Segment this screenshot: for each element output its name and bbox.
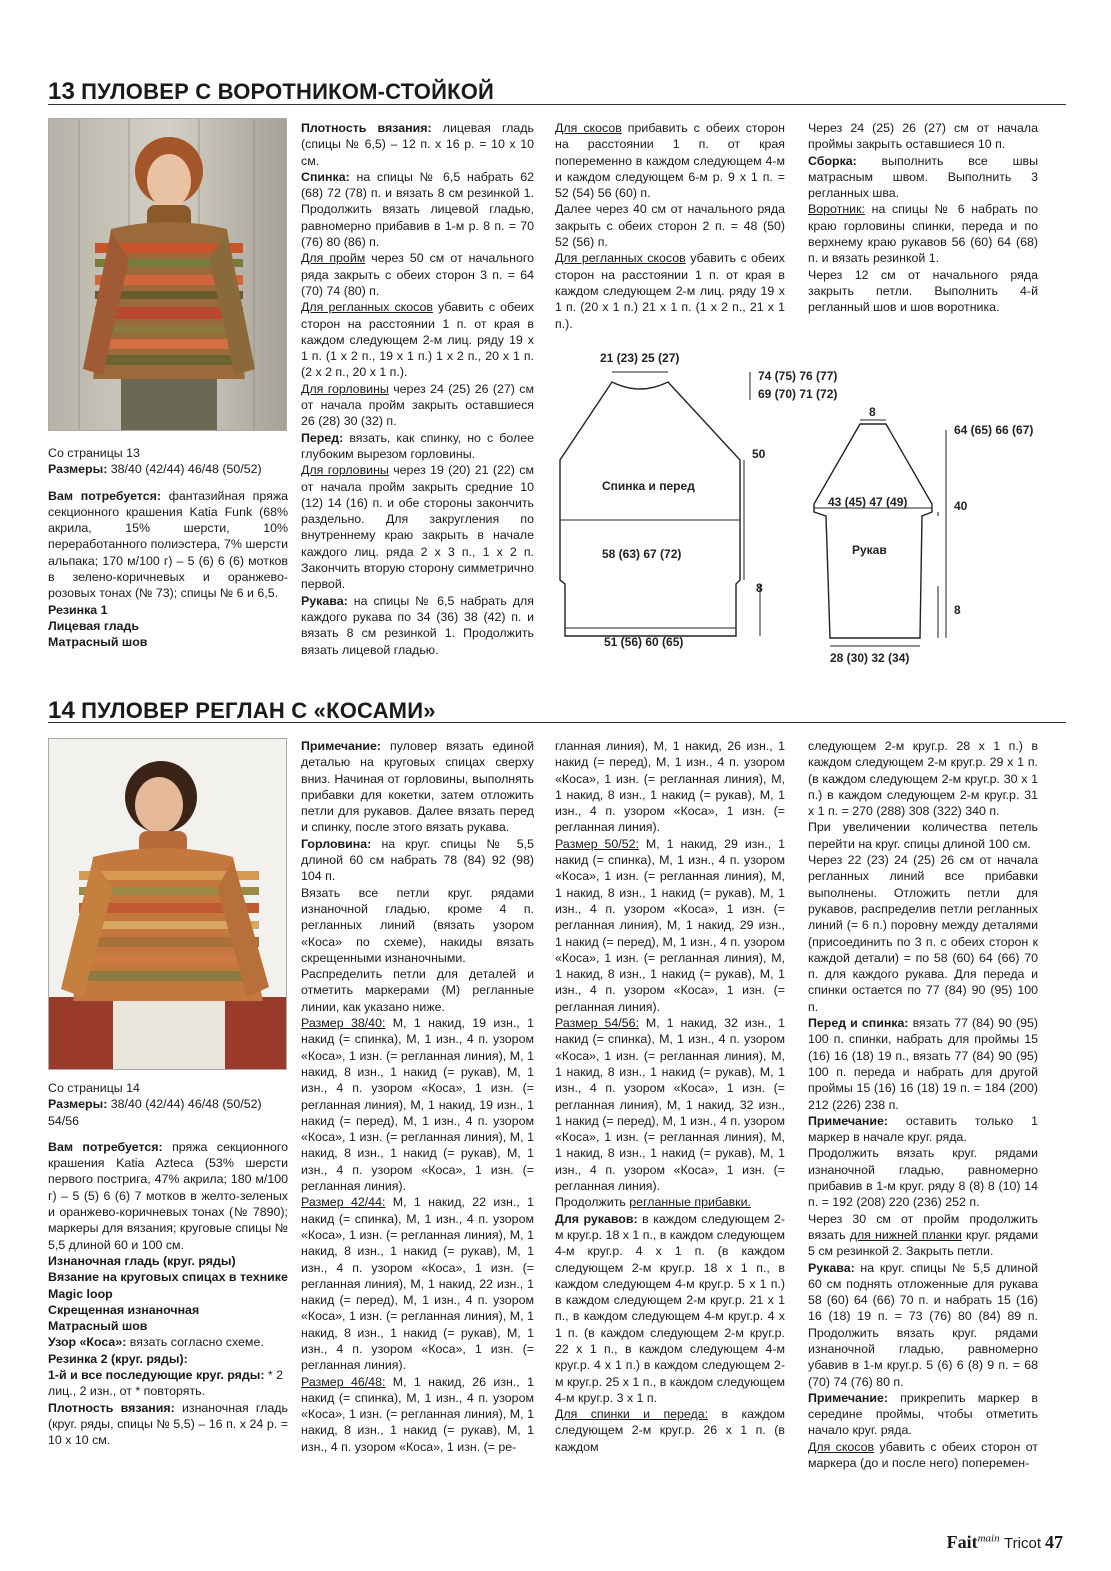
body-label: Спинка и перед (602, 479, 695, 493)
section-13-col3 (555, 120, 785, 332)
size-38-40: Размер 38/40: М, 1 накид, 19 изн., 1 накид (= спинка), М, 1 изн., 4 п. узором «Коса», 1 изн. (= регланная линия), М, 1 накид, 8 изн., 1 накид (= рукав), М, 1 изн., 4 п. узором «Коса», 1 изн. (= регланная линия), М, 1 накид, 19 изн., 1 накид (= перед), М, 1 изн., 4 п. узором «Коса», 1 изн. (= регланная линия), М, 1 накид, 8 изн., 1 накид (= рукав), М, 1 изн., 4 п. узором «Коса», 1 изн. (= регланная линия). (301, 1016, 534, 1194)
front-neckline: Для горловины через 19 (20) 21 (22) см от начала пройм закрыть средние 10 (12) 14 (16) п. и обе стороны закончить раздельно. Для закругления по внутреннему краю закрыть в начале каждого лиц. ряда 2 х 3 п., 1 х 2 п. Закончить вторую сторону симметрично первой. (301, 463, 534, 592)
dim-sleeve-top: 8 (869, 405, 876, 419)
rib-2: Резинка 2 (круг. ряды): (48, 1351, 188, 1366)
section-14-col2 (301, 738, 534, 1455)
section-14-col3 (555, 738, 785, 1455)
assembly: Сборка: выполнить все швы матрасным швом. Выполнить 3 регланных шва. (808, 153, 1038, 201)
density: Плотность вязания: лицевая гладь (спицы № 6,5) – 12 п. х 16 р. = 10 х 10 см. (301, 121, 534, 168)
section-heading: ПУЛОВЕР РЕГЛАН С «КОСАМИ» (81, 698, 436, 723)
bottom-band: Через 30 см от пройм продолжить вязать для нижней планки круг. рядами 5 см резинкой 2. Закрыть петли. (808, 1211, 1038, 1259)
collar-finish: Через 12 см от начального ряда закрыть петли. Выполнить 4-й регланный шов и шов воротника. (808, 267, 1038, 315)
technique-1: Резинка 1 (48, 602, 108, 617)
bevels: Для скосов прибавить с обеих сторон на расстоянии 1 п. от края попеременно в каждом следующем 4-м и каждом следующем 6-м р. 9 х 1 п. = 52 (54) 56 (60) п. (555, 121, 785, 201)
section-13-materials (48, 445, 288, 651)
sleeve-end: Через 24 (25) 26 (27) см от начала проймы закрыть оставшиеся 10 п. (808, 121, 1038, 152)
technique-4: Матрасный шов (48, 1319, 148, 1334)
braid-pattern: Узор «Коса»: вязать согласно схеме. (48, 1335, 264, 1350)
front-back: Перед и спинка: вязать 77 (84) 90 (95) 100 п. спинки, набрать для проймы 15 (16) 16 (18) 19 п., вязать 77 (84) 90 (95) 100 п. переда и набрать для другой проймы 15 (16) 16 (18) 19 п. = 184 (200) 212 (226) 238 п. (808, 1016, 1038, 1112)
section-heading: ПУЛОВЕР С ВОРОТНИКОМ-СТОЙКОЙ (81, 79, 495, 104)
dim-neck-width: 21 (23) 25 (27) (600, 351, 680, 365)
source-page: Со страницы 13 (48, 446, 140, 460)
size-46-48-cont: гланная линия), М, 1 накид, 26 изн., 1 накид (= перед), М, 1 изн., 4 п. узором «Коса», 1 изн. (= регланная линия), М, 1 накид, 8 изн., 1 накид (= рукав), М, 1 изн., 4 п. узором «Коса», 1 изн. (= регланная линия). (555, 739, 785, 835)
collar: Воротник: на спицы № 6 набрать по краю горловины спинки, переда и по верхнему краю рукавов 56 (60) 64 (68) п. и вязать резинкой 1. (808, 202, 1038, 266)
body-outline (560, 382, 740, 636)
armholes: Для пройм через 50 см от начального ряда закрыть с обеих сторон 3 п. = 64 (70) 74 (80) п. (301, 251, 534, 298)
technique-3: Скрещенная изнаночная (48, 1302, 200, 1317)
dim-body-width: 58 (63) 67 (72) (602, 547, 682, 561)
body-increases-cont: следующем 2-м круг.р. 28 х 1 п.) в каждом следующем 2-м круг.р. 29 х 1 п. (в каждом следующем 2-м круг.р. 30 х 1 п.) в каждом следующем 2-м круг.р. 31 х 1 п. = 270 (288) 308 (322) 340 п. (808, 739, 1038, 819)
source-page: Со страницы 14 (48, 1081, 140, 1095)
dim-height-1: 74 (75) 76 (77) (758, 369, 838, 383)
materials: Вам потребуется: пряжа секционного крашения Katia Azteca (53% шерсти первого пострига, 47% акрила; 180 м/100 г) – 5 (5) 6 (6) 7 мотков в желто-зеленых и оранжево-коричневых тонах (№ 7890); маркеры для вязания; круговые спицы № 5,5 длиной 60 и 100 см. (48, 1139, 289, 1252)
technique-3: Матрасный шов (48, 635, 148, 650)
sizes: Размеры: 38/40 (42/44) 46/48 (50/52) (48, 462, 262, 477)
raglan: Для регланных скосов убавить с обеих сторон на расстоянии 1 п. от края в каждом следующем 2-м лиц. ряду 19 х 1 п. (1 х 2 п., 19 х 1 п.) 1 х 2 п., 20 х 1 п. (2 х 2 п., 20 х 1 п.). (301, 300, 535, 380)
sleeve-bevels: Для скосов убавить с обеих сторон от маркера (до и после него) поперемен- (808, 1439, 1038, 1471)
technique-1: Изнаночная гладь (круг. ряды) (48, 1253, 236, 1268)
front: Перед: вязать, как спинку, но с более глубоким вырезом горловины. (301, 430, 534, 461)
neckline: Горловина: на круг. спицы № 5,5 длиной 60 см набрать 78 (84) 92 (98) 104 п. (301, 836, 534, 884)
section-13-col4 (808, 120, 1038, 316)
rib-rows: 1-й и все последующие круг. ряды: * 2 лиц., 2 изн., от * повторять. (48, 1368, 284, 1399)
sleeve-increases: Для рукавов: в каждом следующем 2-м круг.р. 18 х 1 п., в каждом следующем 4-м круг.р. 4 х 1 п. (в каждом следующем 2-м круг.р. 18 х 1 п., в каждом следующем 4-м круг.р. 5 х 1 п.) в каждом следующем 2-м круг.р. 21 х 1 п., в каждом следующем 4-м круг.р. 4 х 1 п. (в каждом следующем 2-м круг.р. 22 х 1 п., в каждом следующем 4-м круг.р. 4 х 1 п.) в каждом следующем 2-м круг.р. 25 х 1 п., в каждом следующем 4-м круг.р. 3 х 1 п. (555, 1211, 786, 1405)
pullover-13-photo (48, 118, 287, 431)
size-46-48: Размер 46/48: М, 1 накид, 26 изн., 1 накид (= спинка), М, 1 изн., 4 п. узором «Коса», 1 изн. (= регланная линия), М, 1 накид, 8 изн., 1 накид (= рукав), М, 1 изн., 4 п. узором «Коса», 1 изн. (= ре- (301, 1374, 534, 1454)
continue-rows: Продолжить вязать круг. рядами изнаночной гладью, равномерно прибавив в 1-м круг. ряду 8 (8) 8 (10) 14 п. = 192 (208) 220 (236) 252 п. (808, 1146, 1038, 1210)
photo-illustration (49, 119, 286, 430)
distribute: Распределить петли для деталей и отметить маркерами (М) регланные линии, как указано ниже. (301, 967, 534, 1014)
back: Спинка: на спицы № 6,5 набрать 62 (68) 72 (78) п. и вязать 8 см резинкой 1. Продолжить вязать лицевой гладью, равномерно прибавив в 1-м р. 8 п. = 70 (76) 80 (86) п. (301, 169, 534, 250)
continue-raglan: Продолжить регланные прибавки. (555, 1195, 751, 1210)
magazine-logo-main: main (977, 1532, 1000, 1545)
size-54-56: Размер 54/56: М, 1 накид, 32 изн., 1 накид (= спинка), М, 1 изн., 4 п. узором «Коса», 1 изн. (= регланная линия), М, 1 накид, 8 изн., 1 накид (= рукав), М, 1 изн., 4 п. узором «Коса», 1 изн. (= регланная линия), М, 1 накид, 32 изн., 1 накид (= перед), М, 1 изн., 4 п. узором «Коса», 1 изн. (= регланная линия), М, 1 накид, 8 изн., 1 накид (= рукав), М, 1 изн., 4 п. узором «Коса», 1 изн. (= регланная линия). (555, 1016, 786, 1194)
magazine-logo-fait: Fait (946, 1532, 978, 1552)
section-number: 14 (48, 697, 76, 724)
dim-sleeve-8: 8 (954, 603, 961, 617)
switch-needles: При увеличении количества петель перейти на круг. спицы длиной 100 см. (808, 820, 1038, 851)
body-increases: Для спинки и переда: в каждом следующем 2-м круг.р. 26 х 1 п. (в каждом (555, 1407, 786, 1454)
size-50-52: Размер 50/52: М, 1 накид, 29 изн., 1 накид (= спинка), М, 1 изн., 4 п. узором «Коса», 1 изн. (= регланная линия), М, 1 накид, 8 изн., 1 накид (= рукав), М, 1 изн., 4 п. узором «Коса», 1 изн. (= регланная линия), М, 1 накид, 29 изн., 1 накид (= перед), М, 1 изн., 4 п. узором «Коса», 1 изн. (= регланная линия), М, 1 накид, 8 изн., 1 накид (= рукав), М, 1 изн., 4 п. узором «Коса», 1 изн. (= регланная линия). (555, 836, 786, 1014)
section-13-col2 (301, 120, 534, 658)
note-marker: Примечание: оставить только 1 маркер в начале круг. ряда. (808, 1113, 1038, 1145)
pattern-schematic (540, 340, 1080, 670)
dim-sleeve-width: 43 (45) 47 (49) (828, 495, 908, 509)
size-42-44: Размер 42/44: М, 1 накид, 22 изн., 1 накид (= спинка), М, 1 изн., 4 п. узором «Коса», 1 изн. (= регланная линия), М, 1 накид, 8 изн., 1 накид (= рукав), М, 1 изн., 4 п. узором «Коса», 1 изн. (= регланная линия), М, 1 накид, 22 изн., 1 накид (= перед), М, 1 изн., 4 п. узором «Коса», 1 изн. (= регланная линия), М, 1 накид, 8 изн., 1 накид (= рукав), М, 1 изн., 4 п. узором «Коса», 1 изн. (= регланная линия). (301, 1195, 534, 1373)
section-14-rule (48, 722, 1066, 723)
sleeve-label: Рукав (852, 543, 887, 557)
page-number: 47 (1045, 1532, 1063, 1552)
density: Плотность вязания: изнаночная гладь (круг. ряды, спицы № 5,5) – 16 п. х 24 р. = 10 х 10 см. (48, 1400, 288, 1448)
section-13-title (48, 78, 494, 106)
close-rows: Далее через 40 см от начального ряда закрыть с обеих сторон 2 п. = 48 (50) 52 (56) п. (555, 202, 785, 250)
technique-2: Лицевая гладь (48, 618, 139, 633)
sleeves: Рукава: на круг. спицы № 5,5 длиной 60 см поднять отложенные для рукава 58 (60) 64 (66) 70 п. и набрать 15 (16) 16 (18) 19 п. = 73 (76) 80 (84) 89 п. Продолжить вязать круг. рядами изнаночной гладью, равномерно убавив в 1-м круг.р. 5 (6) 6 (8) 9 п. = 68 (70) 74 (76) 80 п. (808, 1260, 1038, 1389)
note-armhole: Примечание: прикрепить маркер в середине проймы, чтобы отметить начало круг. ряда. (808, 1390, 1038, 1438)
sleeves: Рукава: на спицы № 6,5 набрать для каждого рукава по 34 (36) 38 (42) п. и вязать 8 см резинкой 1. Продолжить вязать лицевой гладью. (301, 593, 534, 657)
knit-rows: Вязать все петли круг. рядами изнаночной гладью, кроме 4 п. регланных линий (вязать узором «Коса» по схеме), накиды вязать скрещенными изнаночными. (301, 885, 534, 965)
note: Примечание: пуловер вязать единой деталью на круговых спицах сверху вниз. Начиная от горловины, выполнять прибавки для кокетки, затем отложить петли для рукавов. Далее вязать перед и спинку, после этого вязать рукава. (301, 739, 534, 835)
section-14-materials (48, 1080, 288, 1449)
technique-2: Вязание на круговых спицах в технике Magic loop (48, 1270, 288, 1301)
section-number: 13 (48, 78, 76, 105)
dim-sleeve-height: 64 (65) 66 (67) (954, 423, 1034, 437)
dim-sleeve-40: 40 (954, 499, 968, 513)
dim-rib-8: 8 (756, 581, 763, 595)
sleeve-raglan: Для регланных скосов убавить с обеих сторон на расстоянии 1 п. от края в каждом следующем 2-м лиц. ряду 19 х 1 п. (20 х 1 п.) 21 х 1 п. (1 х 2 п., 21 х 1 п.). (555, 251, 785, 331)
neckline: Для горловины через 24 (25) 26 (27) см от начала пройм закрыть оставшиеся 26 (28) 30 (32) п. (301, 381, 534, 429)
dim-50: 50 (752, 447, 766, 461)
section-14-col4 (808, 738, 1038, 1471)
photo-illustration (49, 739, 286, 1069)
section-14-title (48, 697, 436, 725)
dim-cuff-width: 28 (30) 32 (34) (830, 651, 910, 665)
dim-hem-width: 51 (56) 60 (65) (604, 635, 684, 649)
set-aside-sleeves: Через 22 (23) 24 (25) 26 см от начала регланных линий все прибавки выполнены. Отложить петли для рукавов, распределив петли регланных линий (= 6 п.) поровну между деталями (присоединить по 3 п. с обеих сторон к каждой детали) = по 58 (60) 64 (66) 70 п. для каждого рукава. Для переда и спинки остается по 77 (84) 90 (95) 100 п. (808, 853, 1038, 1014)
materials: Вам потребуется: фантазийная пряжа секционного крашения Katia Funk (68% акрила, 15% шерсти, 10% переработанного полиэстера, 7% шерсти альпака; 170 м/100 г) – 5 (6) 6 (6) мотков в зелено-коричневых и оранжево-розовых тонах (№ 73); спицы № 6 и 6,5. (48, 488, 289, 601)
sizes: Размеры: 38/40 (42/44) 46/48 (50/52) 54/56 (48, 1097, 262, 1128)
section-13-rule (48, 104, 1066, 105)
magazine-logo-tricot: Tricot (1004, 1535, 1041, 1552)
sleeve-outline (814, 424, 932, 638)
page-footer (947, 1532, 1063, 1553)
pullover-14-photo (48, 738, 287, 1070)
dim-height-2: 69 (70) 71 (72) (758, 387, 838, 401)
